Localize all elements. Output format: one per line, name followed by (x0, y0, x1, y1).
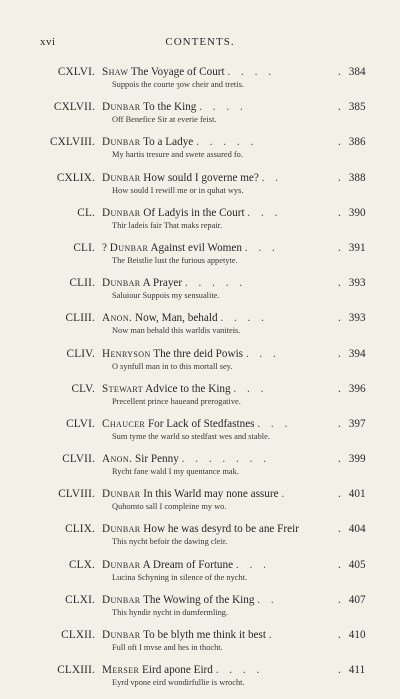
entry-author: Dunbar (102, 101, 141, 114)
entry-leader-dots: . . (261, 171, 283, 184)
entry-author: Dunbar (102, 136, 141, 149)
entry-title: To be blyth me think it best (143, 629, 266, 641)
entry-title-line (102, 594, 327, 606)
contents-entry (0, 277, 400, 312)
entry-numeral: CXLVI. (57, 66, 95, 78)
entry-page-number (338, 594, 368, 606)
page-leader-dot: . (338, 488, 341, 501)
page-leader-dot: . (338, 347, 341, 360)
page-number-value: 391 (348, 241, 366, 254)
entry-author: Dunbar (102, 593, 141, 606)
entry-title-line (102, 136, 327, 148)
contents-list (0, 66, 400, 699)
entry-page-number (338, 488, 368, 500)
entry-title: Of Ladyis in the Court (143, 206, 245, 219)
entry-author: Dunbar (109, 241, 149, 254)
page-number-value: 407 (348, 593, 366, 606)
contents-entry (0, 242, 400, 277)
page-number-value: 393 (348, 312, 366, 325)
entry-leader-dots: . . . . (227, 66, 276, 78)
entry-numeral: CXLIX. (56, 171, 95, 184)
entry-first-line: Now man behald this warldis vaniteis. (112, 326, 241, 336)
entry-author: Anon. (102, 312, 133, 325)
page-number-value: 386 (348, 136, 366, 149)
entry-numeral: CLXI. (65, 593, 95, 606)
entry-title-line (102, 312, 327, 324)
entry-author: Dunbar (102, 488, 141, 501)
entry-first-line: Full oft I mvse and hes in thocht. (112, 643, 223, 652)
entry-numeral: CLV. (71, 382, 95, 395)
contents-entry (0, 207, 400, 242)
entry-author: Dunbar (102, 558, 141, 571)
page-header (40, 36, 360, 50)
entry-leader-dots: . . . (247, 206, 282, 219)
entry-title-line (102, 207, 327, 219)
entry-leader-dots: . (281, 488, 289, 501)
page-leader-dot: . (338, 523, 341, 536)
entry-leader-dots: . . . . . . . (181, 453, 270, 466)
page-leader-dot: . (338, 241, 341, 254)
entry-page-number (338, 66, 368, 78)
entry-page-number (338, 312, 368, 324)
entry-leader-dots: . . . (244, 241, 279, 254)
entry-title: A Prayer (142, 277, 183, 290)
entry-page-number (338, 277, 368, 289)
entry-numeral: CXLVII. (53, 101, 95, 114)
page-leader-dot: . (338, 593, 341, 606)
entry-leader-dots: . . (257, 593, 278, 606)
entry-title-line (102, 101, 327, 113)
contents-entry (0, 136, 400, 171)
entry-author: Henryson (102, 347, 151, 360)
entry-author: Chaucer (102, 417, 146, 430)
contents-entry (0, 348, 400, 383)
entry-numeral: CLX. (69, 558, 95, 571)
entry-author: Dunbar (102, 277, 141, 290)
entry-author: Dunbar (102, 629, 141, 641)
page-leader-dot: . (338, 629, 341, 641)
page-number-value: 390 (348, 206, 366, 219)
contents-entry (0, 383, 400, 418)
entry-page-number (338, 172, 368, 184)
page-number-value: 401 (348, 488, 366, 501)
entry-numeral: CLI. (73, 241, 95, 254)
entry-page-number (338, 523, 368, 535)
entry-title: To a Ladye (143, 136, 194, 149)
entry-title: For Lack of Stedfastnes (147, 417, 255, 430)
entry-page-number (338, 383, 368, 395)
entry-title-line (102, 418, 327, 430)
entry-first-line: My hartis tresure and swete assured fo. (112, 150, 243, 160)
contents-entry (0, 664, 400, 699)
page-number-value: 404 (348, 523, 366, 536)
entry-first-line: Saluiour Suppois my sensualite. (112, 291, 220, 301)
entry-title-line (102, 242, 327, 254)
page-number-value: 384 (348, 66, 366, 78)
entry-first-line: Rycht fane wald I my quentance mak. (112, 467, 239, 477)
page-leader-dot: . (338, 558, 341, 571)
entry-leader-dots: . . . . (215, 664, 264, 677)
entry-first-line: Quhomto sall I compleine my wo. (112, 502, 227, 512)
contents-entry (0, 101, 400, 136)
entry-title-line (102, 523, 327, 535)
entry-page-number (338, 348, 368, 360)
entry-title: To the King (143, 101, 197, 114)
entry-leader-dots: . . . . . (184, 277, 247, 290)
entry-numeral: CXLVIII. (50, 136, 95, 149)
entry-author: Dunbar (102, 523, 141, 536)
entry-title: Now, Man, behald (135, 312, 218, 325)
entry-first-line: Eyrd vpone eird wondirfullie is wrocht. (112, 678, 245, 688)
contents-entry (0, 594, 400, 629)
entry-title: How sould I governe me? (143, 171, 259, 184)
page-number-value: 394 (348, 347, 366, 360)
entry-numeral: CLVI. (66, 417, 95, 430)
contents-entry (0, 418, 400, 453)
entry-numeral: CLIV. (66, 347, 95, 360)
entry-numeral: CLIX. (65, 523, 95, 536)
running-title: CONTENTS. (165, 36, 235, 48)
page-number-value: 405 (348, 558, 366, 571)
entry-title: In this Warld may none assure (143, 488, 279, 501)
entry-leader-dots: . (268, 629, 276, 641)
entry-leader-dots: . . . (233, 382, 268, 395)
entry-first-line: This hyndir nycht in dumfermling. (112, 607, 229, 617)
page-leader-dot: . (338, 136, 341, 149)
entry-page-number (338, 101, 368, 113)
entry-numeral: CLVII. (62, 453, 95, 466)
contents-entry (0, 523, 400, 558)
entry-title-line (102, 348, 327, 360)
entry-first-line: How sould I rewill me or in quhat wys. (112, 185, 244, 195)
entry-first-line: The Beistlie lust the furious appetyte. (112, 255, 238, 265)
entry-author: Anon. (102, 453, 133, 466)
entry-page-number (338, 629, 368, 641)
entry-numeral: CLIII. (65, 312, 95, 325)
page-number-value: 388 (348, 171, 366, 184)
entry-title-line (102, 559, 327, 571)
page-number-value: 396 (348, 382, 366, 395)
entry-page-number (338, 242, 368, 254)
entry-title-line (102, 172, 327, 184)
entry-first-line: Thir ladeis fair That maks repair. (112, 220, 223, 230)
entry-leader-dots: . . . (235, 558, 270, 571)
entry-author: Merser (102, 664, 140, 677)
entry-first-line: Lucina Schyning in silence of the nycht. (112, 572, 248, 582)
entry-leader-dots: . . . . (199, 101, 247, 114)
contents-entry (0, 629, 400, 664)
contents-entry (0, 453, 400, 488)
page-leader-dot: . (338, 206, 341, 219)
contents-entry (0, 488, 400, 523)
page-leader-dot: . (338, 66, 341, 78)
entry-title: A Dream of Fortune (142, 558, 234, 571)
entry-page-number (338, 418, 368, 430)
entry-leader-dots: . . . . . (196, 136, 258, 149)
entry-author: Dunbar (102, 206, 141, 219)
entry-numeral: CLXIII. (57, 664, 95, 677)
entry-leader-dots: . . . (257, 417, 292, 430)
page-leader-dot: . (338, 312, 341, 325)
entry-title: The Voyage of Court (130, 66, 225, 78)
entry-title-line (102, 277, 327, 289)
entry-author: Stewart (102, 382, 143, 395)
entry-numeral: CLII. (69, 277, 95, 290)
entry-title: The thre deid Powis (153, 347, 244, 360)
entry-leader-dots: . . . . (220, 312, 268, 325)
entry-title-line (102, 664, 327, 676)
page-leader-dot: . (338, 417, 341, 430)
page-number-value: 385 (348, 101, 366, 114)
entry-title-line (102, 488, 327, 500)
page-number-value: 410 (348, 629, 366, 641)
entry-title-line (102, 383, 327, 395)
entry-first-line: Sum tyme the warld so stedfast wes and stable. (112, 431, 270, 441)
entry-first-line: O synfull man in to this mortall sey. (112, 361, 233, 371)
entry-title: Against evil Women (150, 241, 242, 254)
entry-author: Shaw (102, 66, 129, 78)
entry-first-line: Suppois the courte ȝow cheir and tretis. (112, 80, 244, 89)
entry-leader-dots: . . . (245, 347, 280, 360)
entry-page-number (338, 664, 368, 676)
page-folio: xvi (40, 36, 56, 48)
page-leader-dot: . (338, 277, 341, 290)
entry-author: Dunbar (102, 171, 141, 184)
entry-title-line (102, 629, 327, 641)
page-leader-dot: . (338, 171, 341, 184)
page-number-value: 411 (348, 664, 366, 677)
page-leader-dot: . (338, 664, 341, 677)
entry-prefix: ? (102, 241, 110, 254)
page-number-value: 397 (348, 417, 366, 430)
entry-title-line (102, 453, 327, 465)
entry-first-line: Off Benefice Sir at everie feist. (112, 115, 217, 125)
contents-entry (0, 66, 400, 101)
page-number-value: 393 (348, 277, 366, 290)
entry-title: How he was desyrd to be ane Freir (143, 523, 299, 536)
page-leader-dot: . (338, 101, 341, 114)
page-leader-dot: . (338, 382, 341, 395)
entry-page-number (338, 136, 368, 148)
entry-numeral: CLXII. (61, 629, 95, 641)
entry-first-line: Precellent prince haueand prerogative. (112, 396, 241, 406)
entry-title: Eird apone Eird (142, 664, 213, 677)
page-number-value: 399 (348, 453, 366, 466)
contents-entry (0, 559, 400, 594)
entry-first-line: This nycht befoir the dawing cleir. (112, 537, 228, 547)
entry-numeral: CLVIII. (58, 488, 95, 501)
entry-title-line (102, 66, 327, 78)
entry-numeral: CL. (77, 206, 95, 219)
page-leader-dot: . (338, 453, 341, 466)
entry-title: Sir Penny (135, 453, 179, 466)
entry-page-number (338, 207, 368, 219)
entry-title: Advice to the King (145, 382, 231, 395)
entry-title: The Wowing of the King (143, 593, 255, 606)
contents-entry (0, 312, 400, 347)
entry-page-number (338, 453, 368, 465)
contents-entry (0, 172, 400, 207)
entry-page-number (338, 559, 368, 571)
